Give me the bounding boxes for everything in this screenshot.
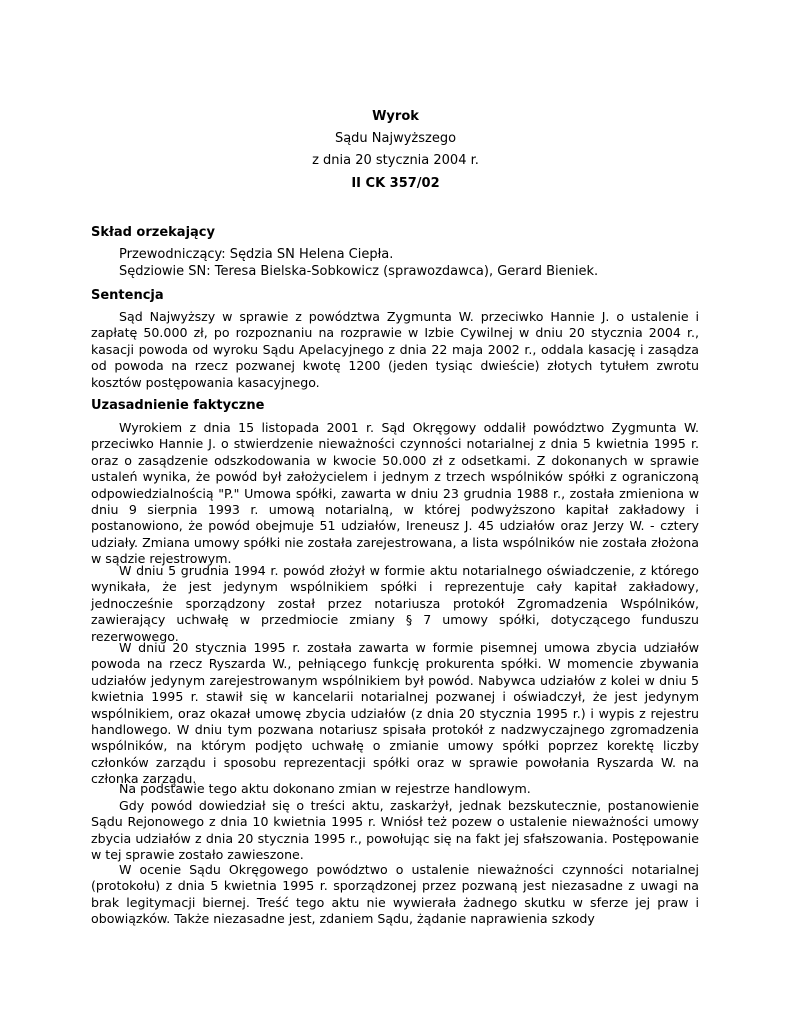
case-number: II CK 357/02 (351, 176, 440, 191)
justification-paragraph-4: Na podstawie tego aktu dokonano zmian w rejestrze handlowym. (119, 781, 531, 796)
judges-list: Sędziowie SN: Teresa Bielska-Sobkowicz (sprawozdawca), Gerard Bieniek. (119, 264, 599, 279)
sentence-paragraph: Sąd Najwyższy w sprawie z powództwa Zygmunta W. przeciwko Hannie J. o ustalenie i zapłatę 50.000 zł, po rozpoznaniu na rozprawie w Izbie Cywilnej w dniu 20 stycznia 2004 r., kasacji powoda od wyroku Sądu Apelacyjnego z dnia 22 maja 2002 r., oddala kasację i zasądza od powoda na rzecz pozwanej kwotę 1200 (jeden tysiąc dwieście) złotych tytułem zwrotu kosztów postępowania kasacyjnego. (91, 309, 699, 390)
presiding-judge: Przewodniczący: Sędzia SN Helena Ciepła. (119, 247, 394, 262)
composition-heading: Skład orzekający (91, 225, 215, 240)
justification-paragraph-5: Gdy powód dowiedział się o treści aktu, zaskarżył, jednak bezskutecznie, postanowienie Sądu Rejonowego z dnia 10 kwietnia 1995 r. Wniósł też pozew o ustalenie nieważności umowy zbycia udziałów z dnia 20 stycznia 1995 r., powołując się na fakt jej sfałszowania. Postępowanie w tej sprawie zostało zawieszone. (91, 798, 699, 863)
justification-paragraph-3: W dniu 20 stycznia 1995 r. została zawarta w formie pisemnej umowa zbycia udziałów powoda na rzecz Ryszarda W., pełniącego funkcję prokurenta spółki. W momencie zbywania udziałów jedynym zarejestrowanym wspólnikiem był powód. Nabywca udziałów z kolei w dniu 5 kwietnia 1995 r. stawił się w kancelarii notarialnej pozwanej i oświadczył, że jest jedynym wspólnikiem, oraz okazał umowę zbycia udziałów (z dnia 20 stycznia 1995 r.) i wypis z rejestru handlowego. W dniu tym pozwana notariusz spisała protokół z nadzwyczajnego zgromadzenia wspólników, na którym podjęto uchwałę o zmianie umowy spółki poprzez korektę liczby członków zarządu i sposobu reprezentacji spółki oraz w sprawie powołania Ryszarda W. na członka zarządu. (91, 640, 699, 787)
sentence-heading: Sentencja (91, 288, 164, 303)
justification-paragraph-1: Wyrokiem z dnia 15 listopada 2001 r. Sąd Okręgowy oddalił powództwo Zygmunta W. przeciwko Hannie J. o stwierdzenie nieważności czynności notarialnej z dnia 5 kwietnia 1995 r. oraz o zasądzenie odszkodowania w kwocie 50.000 zł z odsetkami. Z dokonanych w sprawie ustaleń wynika, że powód był założycielem i jednym z trzech wspólników spółki z ograniczoną odpowiedzialnością "P." Umowa spółki, zawarta w dniu 23 grudnia 1988 r., została zmieniona w dniu 9 sierpnia 1993 r. umową notarialną, w której podwyższono kapitał zakładowy i postanowiono, że powód obejmuje 51 udziałów, Ireneusz J. 45 udziałów oraz Jerzy W. - cztery udziały. Zmiana umowy spółki nie została zarejestrowana, a lista wspólników nie została złożona w sądzie rejestrowym. (91, 420, 699, 567)
court-name: Sądu Najwyższego (334, 131, 457, 146)
document-title: Wyrok (372, 109, 419, 124)
justification-paragraph-2: W dniu 5 grudnia 1994 r. powód złożył w formie aktu notarialnego oświadczenie, z którego wynikała, że jest jedynym wspólnikiem spółki i reprezentuje cały kapitał zakładowy, jednocześnie sporządzony został przez notariusza protokół Zgromadzenia Wspólników, zawierający uchwałę w przedmiocie zmiany § 7 umowy spółki, dotyczącego funduszu rezerwowego. (91, 563, 699, 644)
justification-paragraph-6: W ocenie Sądu Okręgowego powództwo o ustalenie nieważności czynności notarialnej (protokołu) z dnia 5 kwietnia 1995 r. sporządzonej przez pozwaną jest niezasadne z uwagi na brak legitymacji biernej. Treść tego aktu nie wywierała żadnego skutku w sferze jej praw i obowiązków. Także niezasadne jest, zdaniem Sądu, żądanie naprawienia szkody (91, 862, 699, 927)
justification-heading: Uzasadnienie faktyczne (91, 398, 265, 413)
judgment-date: z dnia 20 stycznia 2004 r. (312, 153, 479, 168)
